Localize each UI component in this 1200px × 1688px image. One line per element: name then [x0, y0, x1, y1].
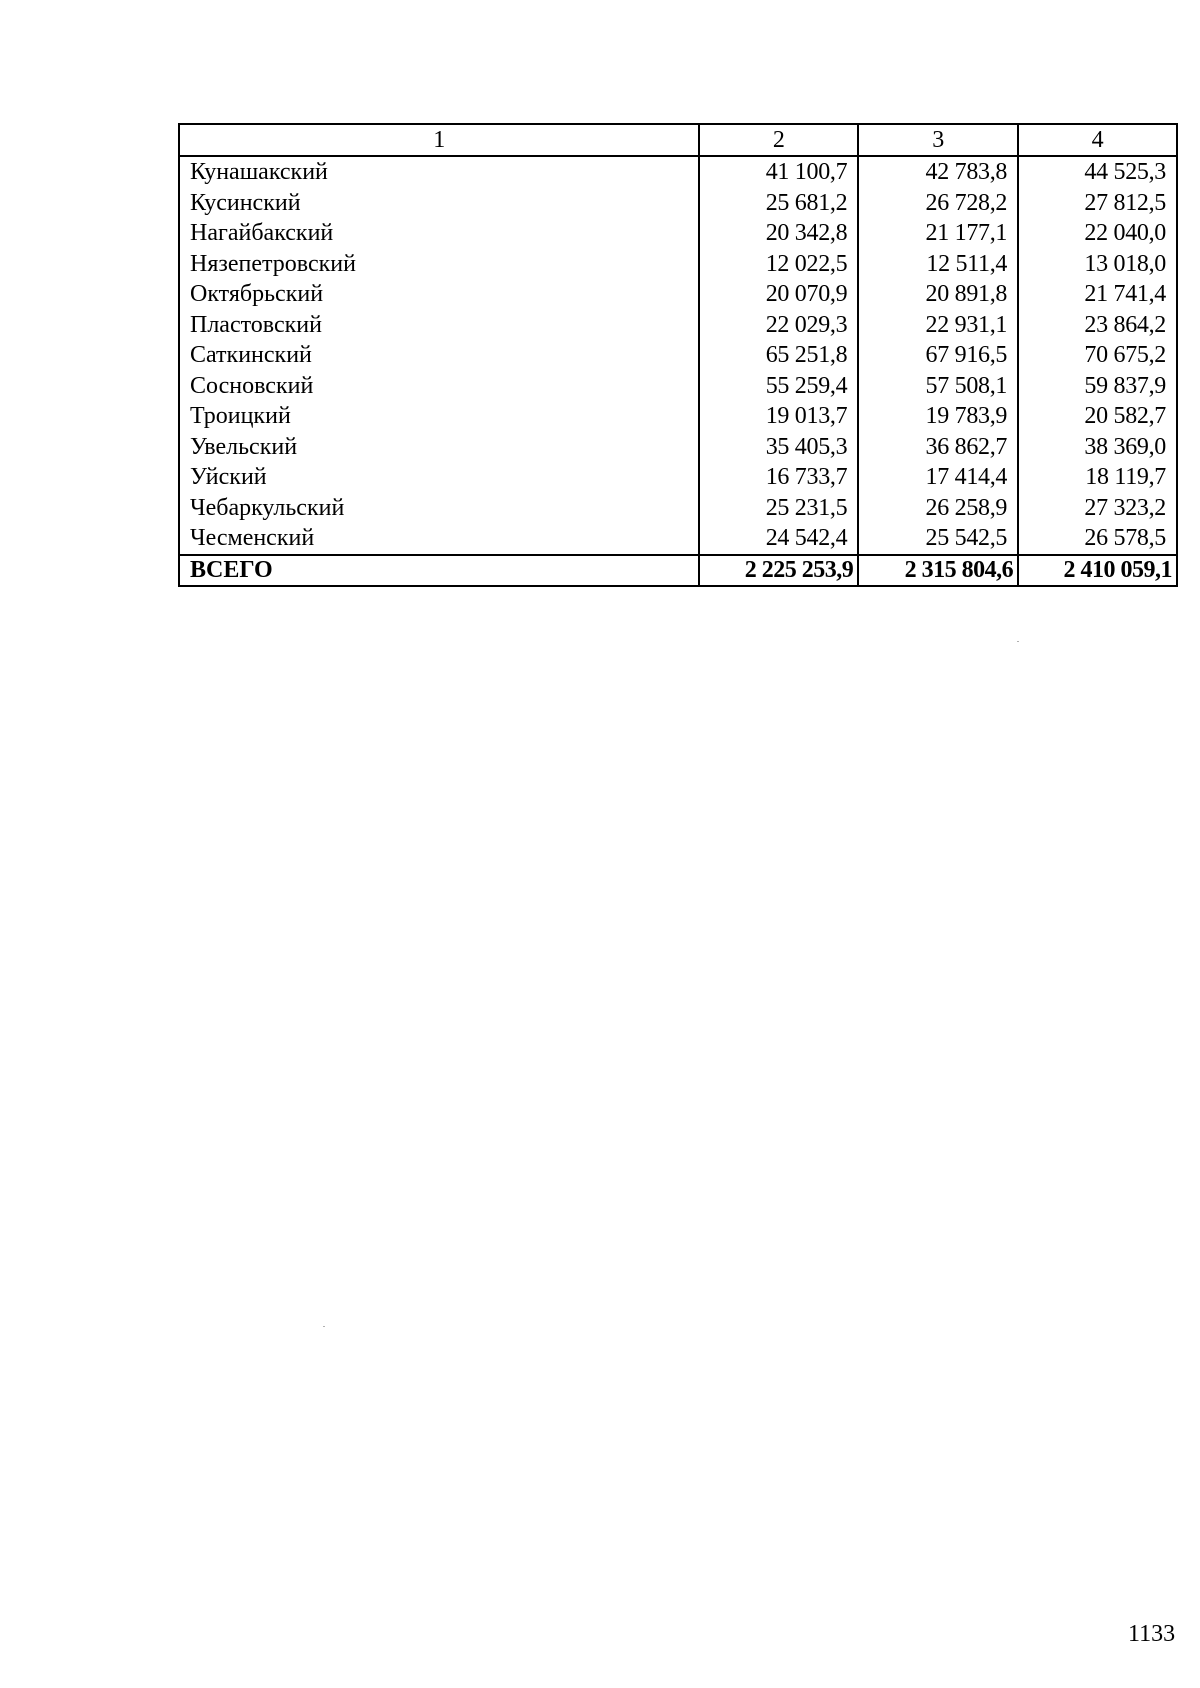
scan-speck	[1017, 641, 1019, 642]
table-row	[179, 523, 1177, 555]
value-col-4: 20 582,7	[1018, 401, 1177, 432]
value-col-3: 20 891,8	[858, 279, 1018, 310]
table-row	[179, 218, 1177, 249]
value-col-2: 41 100,7	[699, 156, 858, 188]
column-header-3: 3	[858, 124, 1018, 156]
district-name: Октябрьский	[179, 279, 699, 310]
scan-speck	[323, 1326, 325, 1327]
value-col-3: 67 916,5	[858, 340, 1018, 371]
total-col-3: 2 315 804,6	[858, 555, 1018, 586]
table-row	[179, 156, 1177, 188]
table-row	[179, 462, 1177, 493]
value-col-2: 35 405,3	[699, 432, 858, 463]
value-col-2: 12 022,5	[699, 249, 858, 280]
value-col-3: 36 862,7	[858, 432, 1018, 463]
district-name: Кусинский	[179, 188, 699, 219]
value-col-2: 25 231,5	[699, 493, 858, 524]
district-name: Чебаркульский	[179, 493, 699, 524]
total-row	[179, 555, 1177, 586]
value-col-4: 23 864,2	[1018, 310, 1177, 341]
district-name: Троицкий	[179, 401, 699, 432]
district-name: Уйский	[179, 462, 699, 493]
value-col-3: 42 783,8	[858, 156, 1018, 188]
table-header-row	[179, 124, 1177, 156]
value-col-4: 27 812,5	[1018, 188, 1177, 219]
district-name: Увельский	[179, 432, 699, 463]
table-row	[179, 371, 1177, 402]
value-col-4: 13 018,0	[1018, 249, 1177, 280]
value-col-4: 44 525,3	[1018, 156, 1177, 188]
district-name: Чесменский	[179, 523, 699, 555]
value-col-2: 24 542,4	[699, 523, 858, 555]
value-col-2: 16 733,7	[699, 462, 858, 493]
value-col-3: 26 258,9	[858, 493, 1018, 524]
value-col-4: 59 837,9	[1018, 371, 1177, 402]
value-col-3: 57 508,1	[858, 371, 1018, 402]
value-col-4: 38 369,0	[1018, 432, 1177, 463]
value-col-3: 21 177,1	[858, 218, 1018, 249]
page-number: 1133	[1128, 1621, 1176, 1647]
value-col-4: 70 675,2	[1018, 340, 1177, 371]
value-col-2: 25 681,2	[699, 188, 858, 219]
table-row	[179, 432, 1177, 463]
table-row	[179, 310, 1177, 341]
total-label: ВСЕГО	[179, 555, 699, 586]
value-col-2: 65 251,8	[699, 340, 858, 371]
table-row	[179, 493, 1177, 524]
value-col-3: 19 783,9	[858, 401, 1018, 432]
column-header-4: 4	[1018, 124, 1177, 156]
total-col-2: 2 225 253,9	[699, 555, 858, 586]
budget-table	[178, 123, 1178, 587]
table-row	[179, 188, 1177, 219]
table-row	[179, 340, 1177, 371]
value-col-2: 55 259,4	[699, 371, 858, 402]
table-row	[179, 279, 1177, 310]
value-col-2: 20 070,9	[699, 279, 858, 310]
value-col-3: 26 728,2	[858, 188, 1018, 219]
district-name: Нязепетровский	[179, 249, 699, 280]
value-col-4: 21 741,4	[1018, 279, 1177, 310]
value-col-3: 25 542,5	[858, 523, 1018, 555]
value-col-2: 19 013,7	[699, 401, 858, 432]
column-header-2: 2	[699, 124, 858, 156]
district-name: Кунашакский	[179, 156, 699, 188]
district-name: Саткинский	[179, 340, 699, 371]
district-name: Пластовский	[179, 310, 699, 341]
value-col-3: 22 931,1	[858, 310, 1018, 341]
value-col-2: 22 029,3	[699, 310, 858, 341]
value-col-4: 18 119,7	[1018, 462, 1177, 493]
value-col-2: 20 342,8	[699, 218, 858, 249]
value-col-4: 26 578,5	[1018, 523, 1177, 555]
district-name: Сосновский	[179, 371, 699, 402]
table-row	[179, 249, 1177, 280]
total-col-4: 2 410 059,1	[1018, 555, 1177, 586]
value-col-3: 12 511,4	[858, 249, 1018, 280]
value-col-4: 22 040,0	[1018, 218, 1177, 249]
value-col-3: 17 414,4	[858, 462, 1018, 493]
district-name: Нагайбакский	[179, 218, 699, 249]
column-header-1: 1	[179, 124, 699, 156]
value-col-4: 27 323,2	[1018, 493, 1177, 524]
table-row	[179, 401, 1177, 432]
